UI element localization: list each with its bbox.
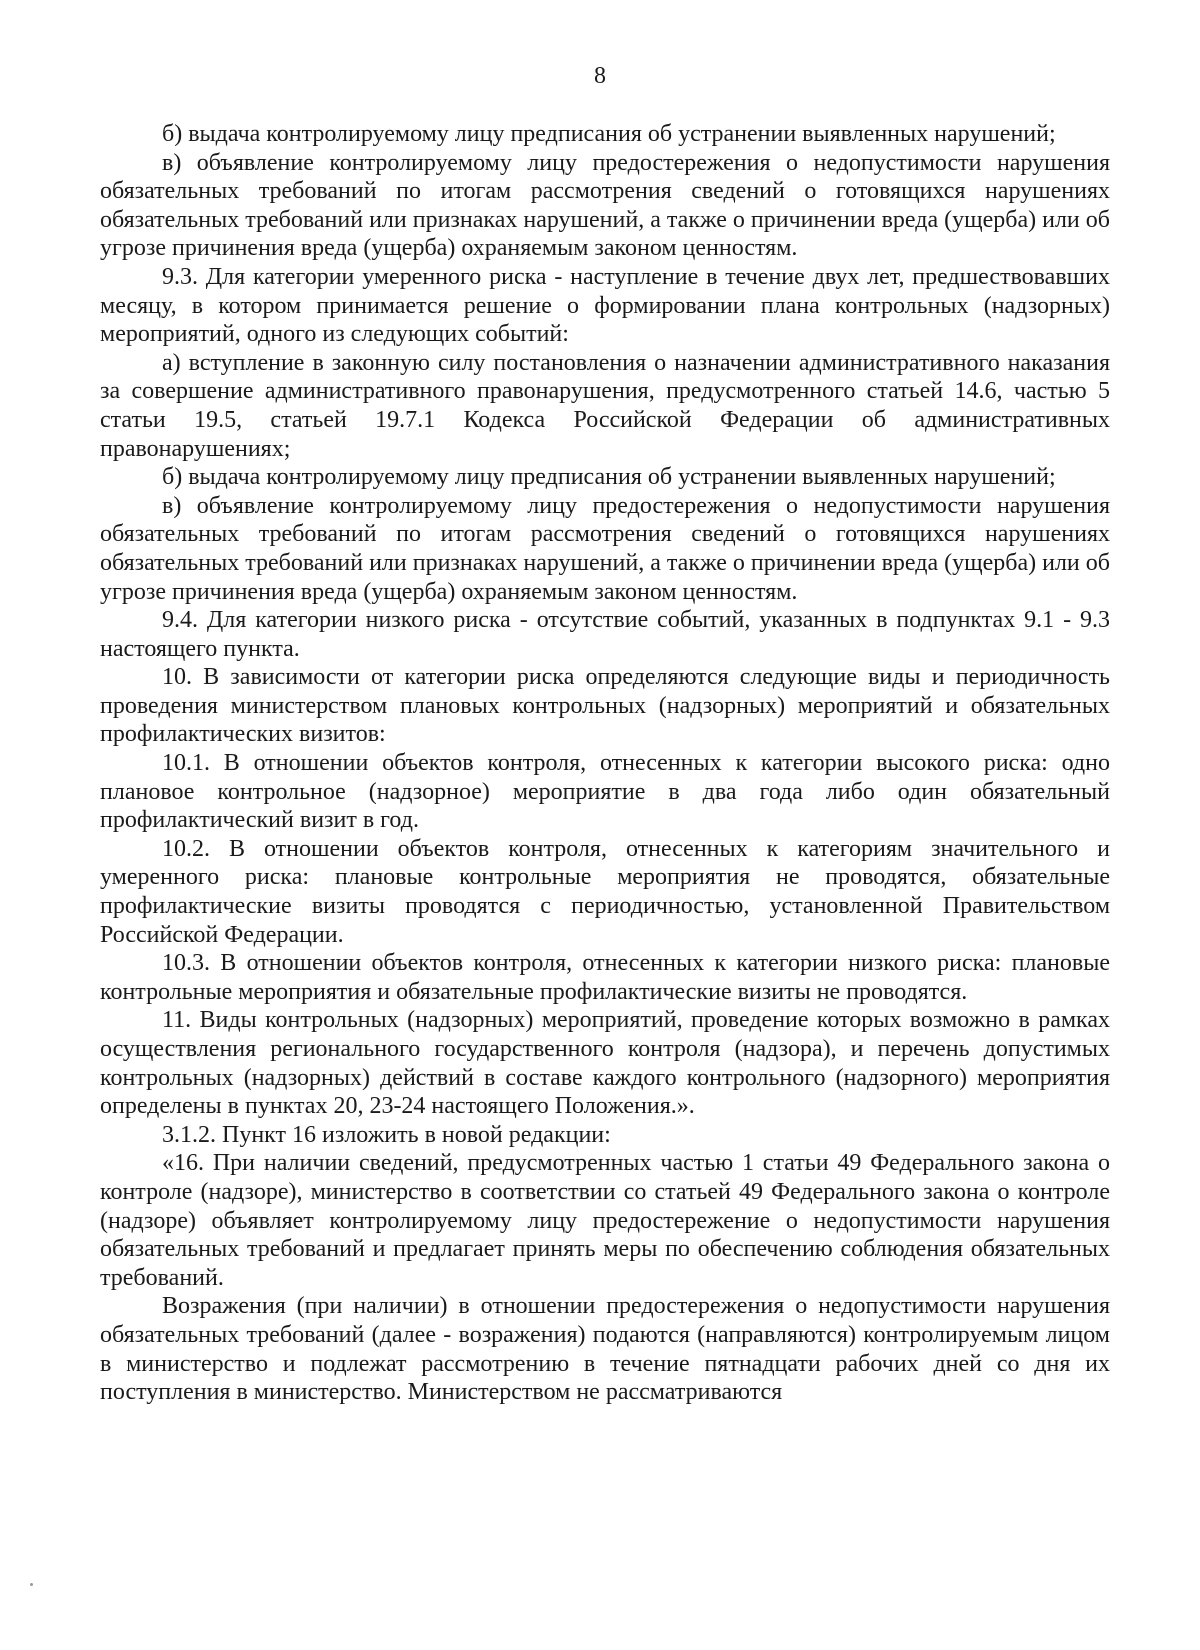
paragraph-11: 11. Виды контрольных (надзорных) мероприятий, проведение которых возможно в рамках осуществления регионального государственного контроля (надзора), и перечень допустимых контрольных (надзорных) действий в составе каждого контрольного (надзорного) мероприятия определены в пунктах 20, 23-24 настоящего Положения.». [100,1007,1110,1120]
paragraph-1c: в) объявление контролируемому лицу предостережения о недопустимости нарушения обязательных требований по итогам рассмотрения сведений о готовящихся нарушениях обязательных требований или признаках нарушений, а также о причинении вреда (ущерба) или об угрозе причинения вреда (ущерба) охраняемым законом ценностям. [100,149,1110,262]
paragraph-3-1-2: 3.1.2. Пункт 16 изложить в новой редакции: [162,1121,611,1148]
paragraph-9-3c: в) объявление контролируемому лицу предостережения о недопустимости нарушения обязательных требований по итогам рассмотрения сведений о готовящихся нарушениях обязательных требований или признаках нарушений, а также о причинении вреда (ущерба) или об угрозе причинения вреда (ущерба) охраняемым законом ценностям. [100,492,1110,605]
paragraph-9-3: 9.3. Для категории умеренного риска - наступление в течение двух лет, предшествовавших месяцу, в котором принимается решение о формировании плана контрольных (надзорных) мероприятий, одного из следующих событий: [100,263,1110,348]
paragraph-16: «16. При наличии сведений, предусмотренных частью 1 статьи 49 Федерального закона о контроле (надзоре), министерство в соответствии со статьей 49 Федерального закона о контроле (надзоре) объявляет контролируемому лицу предостережение о недопустимости нарушения обязательных требований и предлагает принять меры по обеспечению соблюдения обязательных требований. [100,1150,1110,1291]
scan-speck [30,1583,33,1586]
document-body [100,120,1110,1407]
paragraph-9-3b: б) выдача контролируемому лицу предписания об устранении выявленных нарушений; [162,464,1056,491]
paragraph-10-1: 10.1. В отношении объектов контроля, отнесенных к категории высокого риска: одно плановое контрольное (надзорное) мероприятие в два года либо один обязательный профилактический визит в год. [100,750,1110,834]
paragraph-10-2: 10.2. В отношении объектов контроля, отнесенных к категориям значительного и умеренного риска: плановые контрольные мероприятия не проводятся, обязательные профилактические визиты проводятся с периодичностью, установленной Правительством Российской Федерации. [100,835,1110,948]
paragraph-9-4: 9.4. Для категории низкого риска - отсутствие событий, указанных в подпунктах 9.1 - 9.3 настоящего пункта. [100,607,1110,662]
paragraph-objections: Возражения (при наличии) в отношении предостережения о недопустимости нарушения обязательных требований (далее - возражения) подаются (направляются) контролируемым лицом в министерство и подлежат рассмотрению в течение пятнадцати рабочих дней со дня их поступления в министерство. Министерством не рассматриваются [100,1293,1110,1406]
paragraph-10: 10. В зависимости от категории риска определяются следующие виды и периодичность проведения министерством плановых контрольных (надзорных) мероприятий и обязательных профилактических визитов: [100,664,1110,748]
paragraph-10-3: 10.3. В отношении объектов контроля, отнесенных к категории низкого риска: плановые контрольные мероприятия и обязательные профилактические визиты не проводятся. [100,950,1110,1005]
paragraph-1b: б) выдача контролируемому лицу предписания об устранении выявленных нарушений; [162,121,1056,147]
page-number: 8 [594,63,606,89]
paragraph-9-3a: а) вступление в законную силу постановления о назначении административного наказания за совершение административного правонарушения, предусмотренного статьей 14.6, частью 5 статьи 19.5, статьей 19.7.1 Кодекса Российской Федерации об административных правонарушениях; [100,349,1110,462]
